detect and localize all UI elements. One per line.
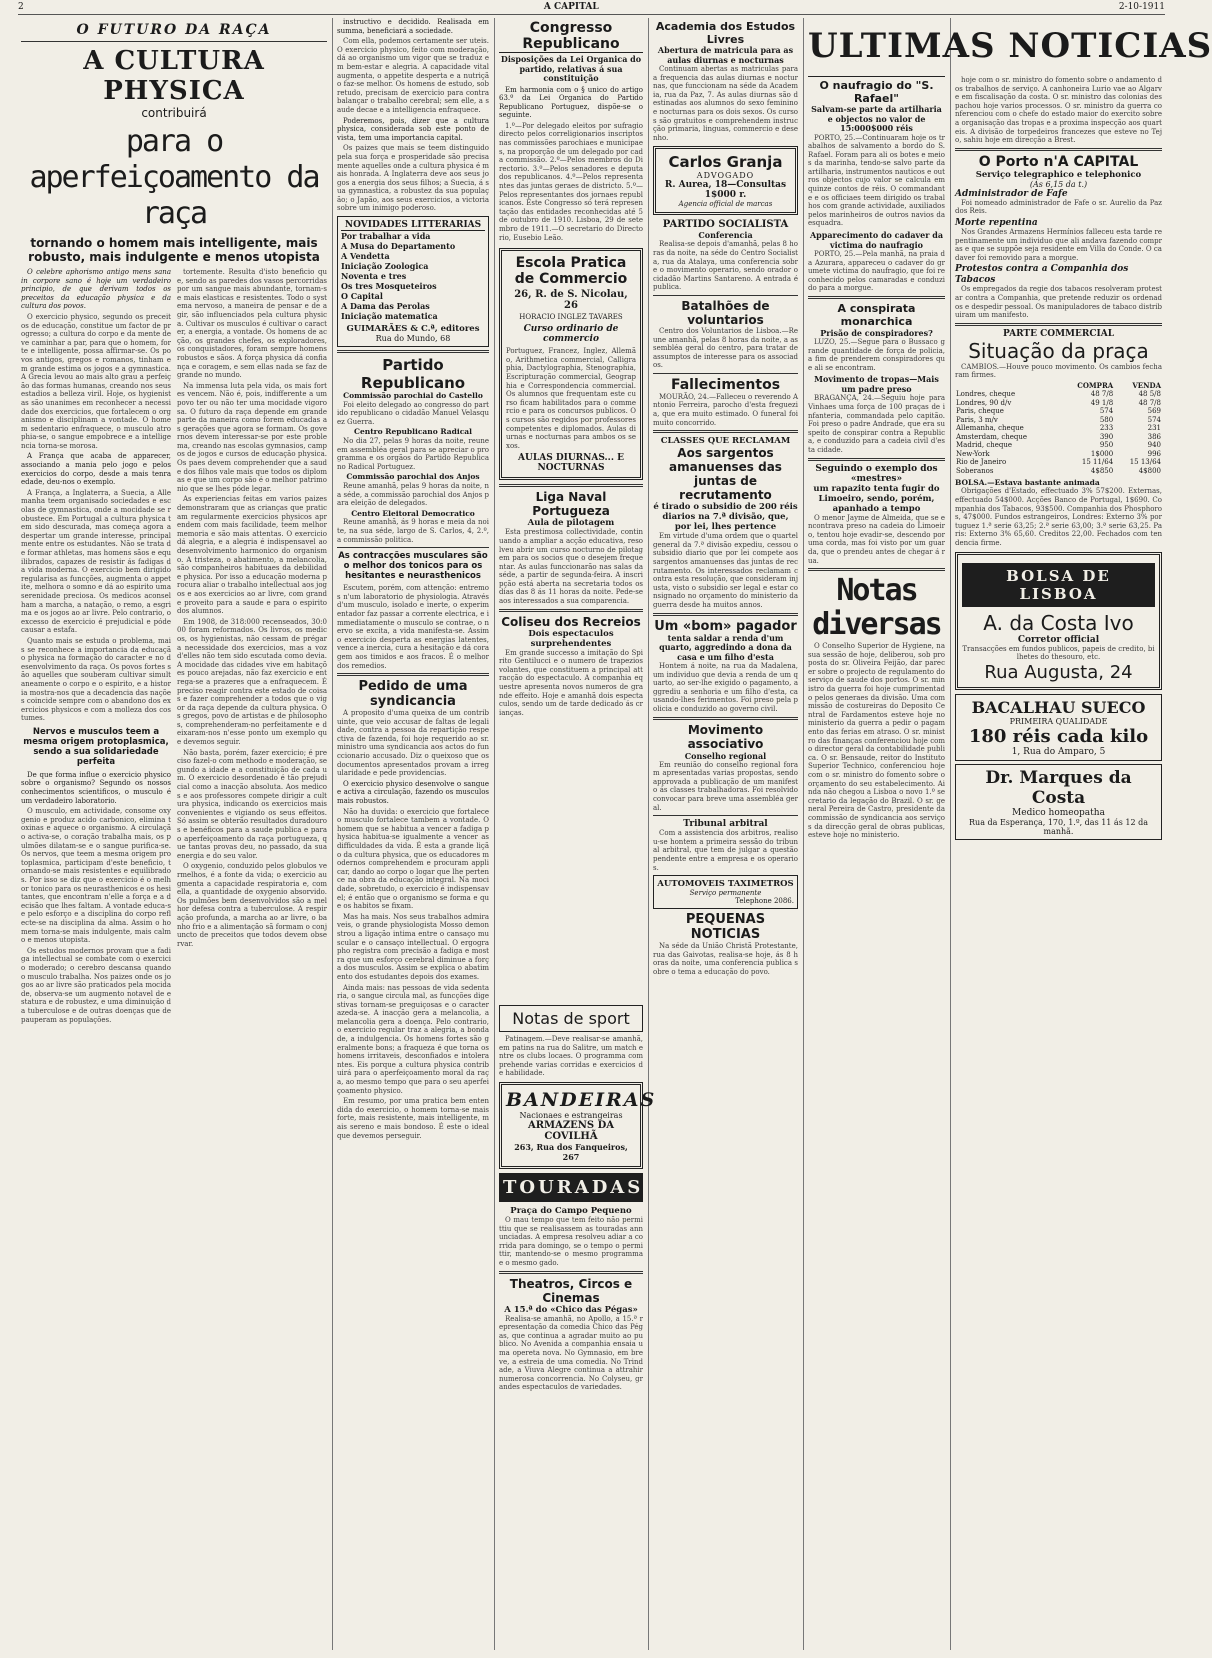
congress-title: Congresso Republicano bbox=[499, 20, 643, 53]
exchange-row bbox=[955, 424, 1162, 433]
exchange-cell: 4$850 bbox=[1090, 466, 1114, 475]
flags-store: ARMAZENS DA COVILHÃ bbox=[527, 1119, 615, 1142]
exchange-header: COMPRA bbox=[1077, 380, 1114, 390]
column-5: ULTIMAS NOTICIAS O naufragio do "S. Rafael" Salvam-se parte da artilharia e objectos no valor de 15:000$000 réis PORTO, 25.—Continuaram hoje os trabalhos de salvamento a bordo do S. Rafael. Foram para ali os botes e meios da marinha, tendo-se salvo parte da artilharia, instrumentos nauticos e outros objectos cujo valor se calcula em quinze contos de réis. O commandante e os officiaes teem dirigido os trabalhos com grande actividade, auxiliados pelos marinheiros de outros navios da esquadra. Apparecimento do cadaver da victima do naufragio PORTO, 25.—Pela manhã, na praia da Azurara, appareceu o cadaver do grumete victima do naufragio, que foi reconhecido pelos camaradas e conduzido para a morgue. A conspirata monarchica Prisão de conspiradores? LUZO, 25.—Segue para o Bussaco grande quantidade de força de policia, a fim de prenderem conspiradores que ali se encontram. Movimento de tropas—Mais um padre preso BRAGANÇA, 24.—Seguiu hoje para Vinhaes uma força de 100 praças de infanteria, commandada pelo capitão. Foi preso o padre Andrade, que era suspeito de conspirar contra a Republica, e conduzido para a cadeia civil d'esta cidade. Seguindo o exemplo dos «mestres» um rapazito tenta fugir do Limoeiro, sendo, porém, apanhado a tempo O menor Jayme de Almeida, que se encontrava preso na cadeia do Limoeiro, tentou hoje evadir-se, descendo por uma corda, mas foi visto por um guarda, que o prendeu antes de chegar á rua. Notas diversas O Conselho Superior de Hygiene, na sua sessão de hoje, deliberou, sob proposta do sr. Oliveira Feijão, dar parecer sobre o projecto de regulamento do serviço de saude dos portos. O sr. ministro da guerra foi hoje cumprimentado pelos generaes da divisão. Uma commissão de costureiras do Deposito Central de Fardamentos esteve hoje no ministerio da guerra a pedir o pagamento das ferias em atraso. O sr. ministro das finanças conferenciou hoje com o director geral da contabilidade publica. O sr. Bensaude, reitor do Instituto Superior Technico, conferenciou hoje com o sr. ministro do fomento sobre o orçamento do seu estabelecimento. Ainda não chegou a Lisboa o novo 1.º secretario da legação do Brazil. O sr. general Pereira de Castro, presidente da commissão de syndicancia aos serviços da direcção geral de obras publicas, esteve hoje no ministerio. bbox=[805, 18, 948, 1650]
column-rule bbox=[332, 18, 333, 1650]
exchange-cell: Londres, cheque bbox=[956, 390, 1016, 399]
theatres-title: Theatros, Circos e Cinemas bbox=[509, 1276, 633, 1305]
exchange-cell: 390 bbox=[1099, 432, 1114, 441]
fallecimentos-title: Fallecimentos bbox=[670, 376, 781, 393]
article-paragraph: Em harmonia com o § unico do artigo 63.º da Lei Organica do Partido Republicano Portuguez, dispõe-se o seguinte. bbox=[499, 85, 643, 120]
lawyer-address: R. Aurea, 18—Consultas 1$000 r. bbox=[664, 180, 787, 201]
flags-title: BANDEIRAS bbox=[506, 1088, 657, 1111]
masthead-strip bbox=[18, 0, 1165, 15]
liga-subhead: Aula de pilotagem bbox=[527, 518, 615, 529]
sport-box bbox=[499, 1005, 643, 1032]
morte-title: Morte repentina bbox=[955, 217, 1038, 228]
article-headline: para o aperfeiçoamento da raça bbox=[29, 124, 319, 231]
column-rule bbox=[648, 18, 649, 1650]
article-subhead: As contracções musculares são o melhor dos tonicos para os hesitantes e neurasthenicos bbox=[338, 551, 488, 582]
bacalhau-ad bbox=[955, 694, 1162, 761]
exchange-cell: 231 bbox=[1147, 424, 1161, 433]
exchange-cell: 48 7/8 bbox=[1090, 390, 1114, 399]
article-paragraph: A França que acaba de apparecer, associando a mania pelo jogo e pelos exercicios do corpo, desde a mais tenra edade, deu-nos o exemplo. bbox=[21, 452, 171, 487]
party-subhead: Centro Republicano Radical bbox=[354, 427, 472, 437]
touradas-banner bbox=[499, 1173, 643, 1202]
exchange-cell: 569 bbox=[1147, 407, 1161, 416]
exchange-row bbox=[955, 399, 1162, 408]
lawyer-role: ADVOGADO bbox=[696, 171, 755, 181]
column-rule bbox=[494, 18, 495, 1650]
ad-title: NOVIDADES LITTERARIAS bbox=[341, 220, 485, 231]
publisher: GUIMARÃES & C.ª, editores bbox=[346, 324, 480, 335]
section-title: O FUTURO DA RAÇA bbox=[76, 22, 272, 38]
article-paragraph: instructivo e decidido. Realisada em summa, beneficiará a sociedade. bbox=[337, 18, 489, 35]
bacalhau-price: 180 réis cada kilo bbox=[968, 725, 1149, 747]
bacalhau-title: BACALHAU SUECO bbox=[971, 697, 1146, 717]
exchange-header: VENDA bbox=[1132, 380, 1161, 390]
exchange-cell: Amsterdam, cheque bbox=[956, 432, 1028, 441]
article-subhead: tornando o homem mais intelligente, mais robusto, mais indulgente e menos utopista bbox=[28, 236, 320, 264]
exchange-row bbox=[955, 416, 1162, 425]
syndicancia-title: Pedido de uma syndicancia bbox=[358, 679, 468, 710]
exchange-row bbox=[955, 450, 1162, 459]
article-paragraph: Poderemos, pois, dizer que a cultura physica, considerada sob este ponto de vista, tem uma importancia capital. bbox=[337, 116, 489, 142]
party-subhead: Commissão parochial do Castello bbox=[343, 391, 483, 401]
party-title: Partido Republicano bbox=[360, 356, 466, 393]
exchange-cell: New-York bbox=[956, 449, 990, 458]
naufragio-subhead: Salvam-se parte da artilharia e objectos no valor de 15:000$000 réis bbox=[811, 104, 942, 133]
bolsa-ad: BOLSA DE LISBOA A. da Costa Ivo Corretor official Transacções em fundos publicos, papeis de credito, bilhetes do thesouro, etc. Rua Augusta, 24 bbox=[955, 552, 1162, 690]
party-subhead: Centro Eleitoral Democratico bbox=[351, 508, 475, 518]
conspirata-subhead: Prisão de conspiradores? bbox=[820, 328, 933, 338]
tropas-title: Movimento de tropas—Mais um padre preso bbox=[814, 374, 939, 394]
page-number: 2 bbox=[18, 2, 24, 12]
doctor-address: Rua da Esperança, 170, 1.º, das 11 ás 12 da manhã. bbox=[969, 817, 1148, 836]
sport-block: Notas de sport Patinagem.—Deve realisar-se amanhã, em patins na rua do Salitre, um match entre os clubs locaes. O programma comprehende varias corridas e exercicios de habilidade. BANDEIRAS Nacionaes e estrangeiras ARMAZENS DA COVILHÃ 263, Rua dos Fanqueiros, 267 TOURADAS Praça do Campo Pequeno O mau tempo que tem feito não permittiu que se realisassem as touradas annunciadas. A empresa resolveu adiar a corrida para domingo, se o tempo o permittir, mantendo-se o mesmo programma e o mesmo gado. Theatros, Circos e Cinemas A 15.ª do «Chico das Pégas» Realisa-se amanhã, no Apollo, a 15.ª representação da comedia Chico das Pégas, que continua a agradar muito ao publico. No Avenida a companhia ensaia uma opereta nova. No Gymnasio, em breve, a estreia de uma comedia. No Trindade, a Viuva Alegre continua a attrahir numerosa concorrencia. No Colyseu, grandes espectaculos de variedades. bbox=[496, 1005, 646, 1645]
porto-title: O Porto n'A CAPITAL bbox=[978, 153, 1139, 170]
column-6: hoje com o sr. ministro do fomento sobre o andamento dos trabalhos de serviço. A canhoneira Lurio vae ao Algarve em fiscalisação da costa. O sr. ministro das colonias despachou hoje varios processos. O sr. ministro da guerra conferenciou com o chefe do estado maior do exercito sobre a organisação das tropas e a proxima inspecção aos quarteis. A divisão de torpedeiros francezes que esteve no Tejo, sahiu hoje em direcção a Brest. O Porto n'A CAPITAL Serviço telegraphico e telephonico (Ás 6,15 da t.) Administrador de Fafe Foi nomeado administrador de Fafe o sr. Aurelio da Paz dos Reis. Morte repentina Nos Grandes Armazens Hermínios falleceu esta tarde repentinamente um individuo que ali andava fazendo compras e que se suppõe seja residente em Villa do Conde. O cadaver foi removido para a morgue. Protestos contra a Companhia dos Tabacos Os empregados da regie dos tabacos resolveram protestar contra a Companhia, que pretende reduzir os ordenados e despedir pessoal. Os manipuladores de tabaco distribuiram um manifesto. PARTE COMMERCIAL Situação da praça CAMBIOS.—Houve pouco movimento. Os cambios fecharam firmes. COMPRA VENDA Londres, cheque 48 7/8 48 5/8 Londres, 90 d/v 49 1/8 48 7/8 Paris, cheque 574 569 Paris, 3 m/v 580 574 Allemanha, cheque 233 231 Amsterdam, cheque 390 386 Madrid, cheque 950 940 New-York 1$000 996 Rio de Janeiro 15 11/64 15 13/64 Soberanos 4$850 4$800 BOLSA.—Estava bastante animada Obrigações d'Estado, effectuado 3% 57$200. Externas, effectuado 54$000. Acções Banco de Portugal, 1$690. Companhia dos Tabacos, 93$500. Companhia dos Phosphoros, 47$000. Fundos estrangeiros, Londres: Externo 3% portuguez 1.ª serie 63,25; 2.ª serie 63,00; 3.ª serie 63,25. Paris: Externo 3% 65,60. Creditos 22,00. Fechados com tendencia firme. BOLSA DE LISBOA A. da Costa Ivo Corretor official Transacções em fundos publicos, papeis de credito, bilhetes do thesouro, etc. Rua Augusta, 24 BACALHAU SUECO PRIMEIRA QUALIDADE 180 réis cada kilo 1, Rua do Amparo, 5 Dr. Marques da Costa Medico homeopatha Rua da Esperança, 170, 1.º, das 11 ás 12 da manhã. bbox=[952, 18, 1165, 1650]
touradas-subhead: Praça do Campo Pequeno bbox=[510, 1205, 632, 1216]
column-2: instructivo e decidido. Realisada em summa, beneficiará a sociedade. Com ella, podemos certamente ser uteis. O exercicio physico, feito com moderação, dá ao organismo um vigor que se traduz em bem-estar e alegria. A capacidade vital augmenta, o appetite desperta e a nutrição faz-se melhor. Os homens de estudo, sobretudo, precisam de exercicio para contrabalançar o trabalho cerebral; sem elle, a saude decae e a intelligencia enfraquece. Poderemos, pois, dizer que a cultura physica, considerada sob este ponto de vista, tem uma importancia capital. Os paizes que mais se teem distinguido pela sua força e prosperidade são precisamente aquelles onde a cultura physica é mais honrada. A Inglaterra deve aos seus jogos a energia dos seus filhos; a Suecia, á sua gymnastica, a robustez da sua população; o Japão, aos seus exercicios, a victoria sobre um inimigo poderoso. NOVIDADES LITTERARIAS Por trabalhar a vida A Musa do Departamento A Vendetta Iniciação Zoologica Noventa e tres Os tres Mosqueteiros O Capital A Dama das Perolas Iniciação matematica GUIMARÃES & C.ª, editores Rua do Mundo, 68 Partido Republicano Commissão parochial do Castello Foi eleito delegado ao congresso do partido republicano o cidadão Manuel Velasquez Guerra. Centro Republicano Radical No dia 27, pelas 9 horas da noite, reune em assembléa geral para se apreciar o programma e os orgãos do Partido Republicano Radical Portuguez. Commissão parochial dos Anjos Reune amanhã, pelas 9 horas da noite, na séde, a commissão parochial dos Anjos para eleição de delegados. Centro Eleitoral Democratico Reune amanhã, ás 9 horas e meia da noite, na sua séde, largo de S. Carlos, 4, 2.º, a commissão politica. As contracções musculares são o melhor dos tonicos para os hesitantes e neurasthenicos Escutem, porém, com attenção: entremos n'um laboratorio de physiologia. Através d'um musculo, isolado e inerte, o experimentador faz passar a corrente electrica, e immediatamente o musculo se contrae, o nervo se excita, a vida manifesta-se. Assim o exercicio desperta as energias latentes, vence a inercia, cura a hesitação e dá coragem aos timidos e aos fracos. É o melhor dos remedios. Pedido de uma syndicancia A proposito d'uma queixa de um contribuinte, que veio accusar de faltas de legalidade, contra a pessoa da repartição respectiva de fazenda, foi hoje requerido ao sr. ministro uma syndicancia aos actos do funccionario accusado. Diz o queixoso que os documentos apresentados provam a irregularidade e pede providencias. O exercicio physico desenvolve o sangue e activa a circulação, fazendo os musculos mais robustos. Não ha duvida: o exercicio que fortalece o musculo fortalece tambem a vontade. O homem que se habitua a vencer a fadiga physica habitua-se igualmente a vencer as difficuldades da vida. É esta a grande lição da cultura physica, que os educadores modernos comprehendem e procuram applicar, dando ao corpo o logar que lhe pertence na obra da educação integral. Na mocidade, sobretudo, o exercicio é indispensavel; é então que o organismo se forma e que os habitos se fixam. Mas ha mais. Nos seus trabalhos admiraveis, o grande physiologista Mosso demonstrou a ligação intima entre o cansaço muscular e o cansaço intellectual. O ergographo registra com precisão a fadiga e mostra que um esforço cerebral diminue a força dos musculos. Assim se explica o abatimento dos estudantes depois dos exames. Ainda mais: nas pessoas de vida sedentaria, o sangue circula mal, as funcções digestivas tornam-se preguiçosas e o caracter azeda-se. A inacção gera a melancolia, a melancolia gera a doença. Pelo contrario, o exercicio regular traz a alegria, a bondade, a indulgencia. Os homens fortes são geralmente bons; a fraqueza é que torna os homens irritaveis, desconfiados e intolerantes. Eis porque a cultura physica contribuirá para o aperfeiçoamento moral da raça, ao mesmo tempo que para o seu aperfeiçoamento physico. Em resumo, por uma pratica bem entendida do exercicio, o homem torna-se mais forte, mais resistente, mais intelligente, mais sereno e mais bondoso. É este o ideal que devemos perseguir. bbox=[337, 18, 490, 1140]
sargentos-subhead: é tirado o subsidio de 200 réis diarios na 7.ª divisão, que, por lei, lhes pertence bbox=[653, 502, 798, 533]
pagador-title: Um «bom» pagador bbox=[654, 618, 797, 634]
classes-title: CLASSES QUE RECLAMAM bbox=[660, 436, 791, 447]
exchange-cell: 950 bbox=[1099, 441, 1114, 450]
taxi-subhead: Serviço permanente bbox=[689, 889, 762, 898]
naufragio-subhead-2: Apparecimento do cadaver da victima do naufragio bbox=[809, 230, 944, 250]
porto-time: (Ás 6,15 da t.) bbox=[1029, 179, 1088, 189]
exchange-cell: Allemanha, cheque bbox=[956, 424, 1024, 433]
school-classes: AULAS DIURNAS... E NOCTURNAS bbox=[518, 453, 624, 474]
book-list bbox=[341, 231, 485, 321]
academia-subhead: Abertura de matricula para as aulas diurnas e nocturnas bbox=[657, 45, 794, 65]
touradas-title: TOURADAS bbox=[503, 1176, 644, 1198]
exchange-row bbox=[955, 441, 1162, 450]
article-kicker: contribuirá bbox=[141, 106, 207, 120]
article-paragraph: O exercicio physico desenvolve o sangue e activa a circulação, fazendo os musculos mais robustos. bbox=[337, 779, 489, 806]
school-course: Curso ordinario de commercio bbox=[523, 324, 619, 345]
exchange-cell: 4$800 bbox=[1138, 466, 1161, 475]
bolsa-ad-title: BOLSA DE LISBOA bbox=[962, 563, 1155, 607]
porto-subhead: Serviço telegraphico e telephonico bbox=[975, 169, 1142, 180]
issue-date: 2-10-1911 bbox=[1118, 2, 1165, 12]
school-title: Escola Pratica de Commercio bbox=[514, 255, 628, 288]
exchange-cell: 574 bbox=[1147, 415, 1161, 424]
tribunal-title: Tribunal arbitral bbox=[683, 819, 768, 830]
doctor-role: Medico homeopatha bbox=[1012, 807, 1105, 818]
exchange-row bbox=[955, 433, 1162, 442]
bolsa-ad-role: Corretor official bbox=[1017, 634, 1100, 645]
article-paragraph: De que forma influe o exercicio physico sobre o organismo? Segundo os nossos conhecimentos scientificos, o musculo é um verdadeiro laboratorio. bbox=[21, 770, 171, 805]
pagador-subhead: tenta saldar a renda d'um quarto, aggredindo a dona da casa e um filho d'esta bbox=[659, 632, 792, 662]
coliseu-title: Coliseu dos Recreios bbox=[501, 614, 641, 629]
book-title: Por trabalhar a vida bbox=[341, 231, 431, 242]
congress-subhead: Disposições da Lei Organica do partido, relativas á sua constituição bbox=[500, 54, 642, 83]
article-title: A CULTURA PHYSICA bbox=[83, 46, 265, 106]
exchange-row bbox=[955, 390, 1162, 399]
party-subhead: Commissão parochial dos Anjos bbox=[346, 472, 480, 482]
book-title: A Musa do Departamento bbox=[341, 241, 456, 252]
ps-subhead: Conferencia bbox=[698, 230, 753, 241]
doctor-name: Dr. Marques da Costa bbox=[985, 767, 1132, 808]
exchange-cell: Paris, 3 m/v bbox=[956, 415, 998, 424]
exchange-cell: 15 11/64 bbox=[1081, 458, 1114, 467]
conspirata-title: A conspirata monarchica bbox=[837, 302, 916, 328]
lawyer-name: Carlos Granja bbox=[668, 153, 783, 172]
column-rule bbox=[950, 18, 951, 1650]
exchange-cell: Rio de Janeiro bbox=[956, 458, 1007, 467]
fafe-title: Administrador de Fafe bbox=[955, 188, 1068, 199]
exemplo-subhead: um rapazito tenta fugir do Limoeiro, sendo, porém, apanhado a tempo bbox=[813, 483, 940, 514]
naufragio-title: O naufragio do "S. Rafael" bbox=[808, 76, 945, 105]
bolsa-ad-address: Rua Augusta, 24 bbox=[984, 661, 1133, 683]
school-address: 26, R. de S. Nicolau, 26 bbox=[514, 289, 628, 312]
exchange-cell: Madrid, cheque bbox=[956, 441, 1013, 450]
exemplo-title: Seguindo o exemplo dos «mestres» bbox=[815, 463, 938, 484]
exchange-cell: 1$000 bbox=[1090, 449, 1114, 458]
exchange-cell: 996 bbox=[1147, 449, 1161, 458]
academia-title: Academia dos Estudos Livres bbox=[655, 20, 796, 46]
paper-name: A CAPITAL bbox=[543, 2, 599, 12]
exchange-row bbox=[955, 407, 1162, 416]
exchange-cell: 574 bbox=[1099, 407, 1114, 416]
bolsa-ad-name: A. da Costa Ivo bbox=[983, 610, 1134, 635]
bacalhau-subhead: PRIMEIRA QUALIDADE bbox=[1009, 716, 1108, 726]
protestos-title: Protestos contra a Companhia dos Tabacos bbox=[955, 264, 1129, 285]
praca-title: Situação da praça bbox=[968, 338, 1149, 363]
exchange-cell: 940 bbox=[1147, 441, 1161, 450]
theatres-subhead: A 15.ª do «Chico das Pégas» bbox=[504, 1304, 638, 1315]
article-subhead: Nervos e musculos teem a mesma origem protoplasmica, sendo a sua solidariedade perfeita bbox=[23, 726, 169, 767]
ultimas-banner: ULTIMAS NOTICIAS bbox=[808, 26, 1212, 66]
associativo-subhead: Conselho regional bbox=[684, 750, 767, 761]
lawyer-note: Agencia official de marcas bbox=[678, 200, 773, 209]
lawyer-ad bbox=[653, 146, 798, 215]
book-title: Os tres Mosqueteiros bbox=[341, 281, 437, 292]
sport-title: Notas de sport bbox=[512, 1009, 630, 1028]
bacalhau-address: 1, Rua do Amparo, 5 bbox=[1011, 746, 1106, 757]
taxi-ad bbox=[653, 875, 798, 909]
pequenas-title: PEQUENAS NOTICIAS bbox=[685, 912, 766, 943]
school-ad: Escola Pratica de Commercio 26, R. de S. Nicolau, 26 HORACIO INGLEZ TAVARES Curso ordinario de commercio Portuguez, Francez, Inglez, Allemão, Arithmetica commercial, Calligraphia, Dactylographia, Stenographia, Escripturação commercial, Geographia e Correspondencia commercial. Os alumnos que frequentam este curso ficam habilitados para o commercio e para os concursos publicos. Os cursos são regidos por professores competentes e diplomados. Aulas diurnas e nocturnas para ambos os sexos. AULAS DIURNAS... E NOCTURNAS bbox=[499, 248, 643, 480]
book-title: Iniciação Zoologica bbox=[341, 261, 429, 272]
column-1: O FUTURO DA RAÇA A CULTURA PHYSICA contribuirá para o aperfeiçoamento da raça tornando o homem mais intelligente, mais robusto, mais indulgente e menos utopista O celebre aphorismo antigo mens sana in corpore sano é hoje um verdadeiro principio, de que derivam todos os preceitos da educação physica e da cultura dos povos. O exercicio physico, segundo os preceitos de educação, constitue um factor de progresso; a cultura do corpo e da mente deve caminhar a par, para que o homem, forte e intelligente, possa affirmar-se. Os povos antigos, gregos e romanos, tinham em grande estima os jogos e a gymnastica. A Grecia levou ao mais alto grau a perfeição das formas humanas, creando nos seus estadios a belleza viril. Hoje, os hygienistas são unanimes em reconhecer a necessidade dos exercicios, que fortalecem o organismo e disciplinam a vontade. O homem sedentario enfraquece, o musculo atrophia-se, o sangue empobrece e a intelligencia torna-se morosa. A França que acaba de apparecer, associando a mania pelo jogo e pelos exercicios do corpo, desde a mais tenra edade, deu-nos o exemplo. A França, a Inglaterra, a Suecia, a Allemanha teem organisado sociedades e escolas de gymnastica, onde a mocidade se robustece. Em Portugal a cultura physica tem sido descurada, mas começa agora a despertar um grande interesse, principalmente entre os estudantes. Não se trata de formar athletas, mas homens sãos e equilibrados, capazes de resistir ás fadigas da vida moderna. O exercicio bem dirigido regularisa as funcções, augmenta o appetite, melhora o somno e dá ao espirito uma serenidade preciosa. Os medicos aconselham a marcha, a natação, o remo, a esgrima e os jogos ao ar livre. Pelo contrario, o excesso de exercicio é prejudicial e póde causar a estafa. Quanto mais se estuda o problema, mais se reconhece a importancia da educação physica na formação do caracter e no desenvolvimento da raça. Os povos fortes são aquelles que souberam cultivar simultaneamente o corpo e o espirito, e a historia mostra-nos que a decadencia das nações coincide sempre com o abandono dos exercicios physicos e com a molleza dos costumes. Nervos e musculos teem a mesma origem protoplasmica, sendo a sua solidariedade perfeita De que forma influe o exercicio physico sobre o organismo? Segundo os nossos conhecimentos scientificos, o musculo é um verdadeiro laboratorio. O musculo, em actividade, consome oxygenio e produz acido carbonico, elimina toxinas e aquece o organismo. A circulação activa-se, o coração trabalha mais, os pulmões dilatam-se e o sangue purifica-se. Os nervos, que teem a mesma origem protoplasmica, participam d'este beneficio, tornando-se mais resistentes e equilibrados. Por isso se diz que o exercicio é o melhor tonico para os neurasthenicos e os hesitantes, que encontram n'elle a força e a decisão que lhes faltam. A vontade educa-se pelo esforço e a disciplina do corpo reflecte-se na disciplina da alma. Assim o homem torna-se mais indulgente, mais calmo e menos utopista. Os estudos modernos provam que a fadiga intellectual se combate com o exercicio moderado; o cerebro descansa quando o musculo trabalha. Nos paizes onde os jogos ao ar livre são praticados pela mocidade, observa-se um augmento notavel de estatura e de robustez, e uma diminuição da tuberculose e de outras doenças que depauperam as populações. tortemente. Resulta d'isto beneficio que, sendo as paredes dos vasos percorridas por um sangue mais abundante, tornam-se mais elasticas e resistentes. Todo o systema nervoso, a maneira de pensar e de agir, são influenciados pela cultura physica. Cultivar os musculos é cultivar o caracter, a energia, a vontade. Os homens de acção, os grandes chefes, os exploradores, os conquistadores, foram sempre homens robustos e sãos. A força physica dá confiança e coragem, e sem ellas nada se faz de grande no mundo. Na immensa luta pela vida, os mais fortes vencem. Não é, pois, indifferente a um povo ter ou não ter uma mocidade vigorosa. O futuro da raça depende em grande parte da maneira como forem educadas as gerações que agora se formam. Os governos devem interessar-se por este problema, creando nas escolas gymnasios, campos de jogos e cursos de educação physica. Os paes devem comprehender que a saude dos filhos vale mais que todos os diplomas e que um corpo são é o melhor patrimonio que se lhes póde legar. As experiencias feitas em varios paizes demonstraram que as crianças que praticam regularmente exercicios physicos aprendem com mais facilidade, teem melhor memoria e são mais attentas. O exercicio dá alegria, e a alegria é indispensavel ao desenvolvimento harmonico do organismo. A tristeza, o abatimento, a melancolia, são companheiros habituaes da debilidade physica. Por isso a educação moderna procura aliar o trabalho intellectual aos jogos e aos exercicios ao ar livre, com grande proveito para a saude e para o espirito dos alumnos. Em 1908, de 318:000 recenseados, 30:000 foram reformados. Os livros, os medicos, os hygienistas, não cessam de prégar a necessidade dos exercicios, mas a voz d'elles não tem sido escutada como devia. A mocidade das cidades vive em habitações pouco arejadas, não faz exercicio e entrega-se a prazeres que a enfraquecem. É preciso reagir contra este estado de coisas e fazer comprehender a todos que o vigor da raça depende da cultura physica. Os gregos, povo de artistas e de philosophos, comprehenderam-no perfeitamente e deixaram-nos n'esse ponto um exemplo que devemos seguir. Não basta, porém, fazer exercicio; é preciso fazel-o com methodo e moderação, segundo a idade e a constituição de cada um. O exercicio desordenado é tão prejudicial como a inacção absoluta. Aos medicos e aos professores compete dirigir a cultura physica, indicando os exercicios mais convenientes e vigiando os seus effeitos. Só assim se obterão resultados duradouros e benéficos para a saude publica e para o aperfeiçoamento da raça portugueza, que tantas provas deu, no passado, da sua energia e do seu valor. O oxygenio, conduzido pelos globulos vermelhos, é a fonte da vida; o exercicio augmenta a capacidade respiratoria e, com ella, a quantidade de oxygenio absorvido. Os pulmões bem desenvolvidos são a melhor defesa contra a tuberculose. A respiração profunda, a marcha ao ar livre, o banho frio e a alimentação sã formam o conjuncto de preceitos que todos devem observar. bbox=[21, 22, 328, 1024]
doctor-ad bbox=[955, 764, 1162, 840]
exchange-cell: 386 bbox=[1147, 432, 1161, 441]
associativo-title: Movimento associativo bbox=[687, 722, 764, 751]
exchange-table bbox=[955, 382, 1162, 476]
school-director: HORACIO INGLEZ TAVARES bbox=[519, 313, 623, 322]
exchange-cell: 48 7/8 bbox=[1138, 398, 1161, 407]
taxi-title: AUTOMOVEIS TAXIMETROS bbox=[657, 879, 794, 890]
exchange-cell: 233 bbox=[1099, 424, 1114, 433]
literary-ad bbox=[337, 216, 489, 347]
sargentos-title: Aos sargentos amanuenses das juntas de recrutamento bbox=[669, 446, 782, 503]
exchange-cell: 580 bbox=[1099, 415, 1114, 424]
voluntarios-title: Batalhões de voluntarios bbox=[681, 298, 770, 327]
book-title: O Capital bbox=[341, 291, 383, 302]
exchange-cell: 48 5/8 bbox=[1138, 390, 1161, 399]
notas-title: Notas diversas bbox=[812, 573, 941, 643]
exchange-cell: 15 13/64 bbox=[1129, 458, 1161, 467]
exchange-cell: Paris, cheque bbox=[956, 407, 1004, 416]
taxi-phone: Telephone 2086. bbox=[735, 897, 794, 906]
bolsa-header: BOLSA.—Estava bastante animada bbox=[955, 478, 1100, 488]
liga-title: Liga Naval Portugueza bbox=[532, 490, 610, 519]
ps-title: PARTIDO SOCIALISTA bbox=[662, 219, 789, 231]
column-rule bbox=[803, 18, 804, 1650]
exchange-row bbox=[955, 467, 1162, 476]
book-title: Iniciação matematica bbox=[341, 311, 438, 322]
publisher-address: Rua do Mundo, 68 bbox=[375, 334, 451, 344]
article-paragraph: O celebre aphorismo antigo mens sana in corpore sano é hoje um verdadeiro principio, de que derivam todos os preceitos da educação physica e da cultura dos povos. bbox=[21, 268, 171, 311]
exchange-cell: 49 1/8 bbox=[1090, 398, 1114, 407]
column-4: Academia dos Estudos Livres Abertura de matricula para as aulas diurnas e nocturnas Continuam abertas as matriculas para a frequencia das aulas diurnas e nocturnas, que funccionam na séde da Academia, rua da Paz, 7. As aulas diurnas são destinadas aos alumnos do sexo feminino e nocturnas para os dois sexos. Os cursos são gratuitos e comprehendem instrucção primaria, linguas, commercio e desenho. Carlos Granja ADVOGADO R. Aurea, 18—Consultas 1$000 r. Agencia official de marcas PARTIDO SOCIALISTA Conferencia Realisa-se depois d'amanhã, pelas 8 horas da noite, na séde do Centro Socialista, rua da Atalaya, uma conferencia sobre o movimento operario, sendo orador o cidadão Martins Santareno. A entrada é publica. Batalhões de voluntarios Centro dos Voluntarios de Lisboa.—Reune amanhã, pelas 8 horas da noite, a assembléa geral do centro, para tratar de assumptos de interesse para os associados. Fallecimentos MOURÃO, 24.—Falleceu o reverendo Antonio Ferreira, parocho d'esta freguezia, que era muito estimado. O funeral foi muito concorrido. CLASSES QUE RECLAMAM Aos sargentos amanuenses das juntas de recrutamento é tirado o subsidio de 200 réis diarios na 7.ª divisão, que, por lei, lhes pertence Em virtude d'uma ordem que o quartel general da 7.ª divisão expediu, cessou o subsidio diario que por lei compete aos sargentos amanuenses das juntas de recrutamento. Os interessados reclamam contra esta resolução, que consideram injusta, visto o subsidio ser legal e estar consignado no orçamento do ministerio da guerra desde ha muitos annos. Um «bom» pagador tenta saldar a renda d'um quarto, aggredindo a dona da casa e um filho d'esta Hontem á noite, na rua da Madalena, um individuo que devia a renda de um quarto, ao ser-lhe exigido o pagamento, aggrediu a senhoria e um filho d'esta, causando-lhes ferimentos. Foi preso pela policia e conduzido ao governo civil. Movimento associativo Conselho regional Em reunião do conselho regional foram apresentadas varias propostas, sendo approvada a publicação de um manifesto ás classes trabalhadoras. Foi resolvido convocar para breve uma assembléa geral. Tribunal arbitral Com a assistencia dos arbitros, realisou-se hontem a primeira sessão do tribunal arbitral, que tem de julgar a questão pendente entre a empresa e os operarios. AUTOMOVEIS TAXIMETROS Serviço permanente Telephone 2086. PEQUENAS NOTICIAS Na séde da União Christã Protestante, rua das Gaivotas, realisa-se hoje, ás 8 horas da noite, uma conferencia publica sobre o tema a educação do povo. bbox=[653, 20, 799, 976]
book-title: A Dama das Perolas bbox=[341, 301, 430, 312]
exchange-cell: Londres, 90 d/v bbox=[956, 398, 1012, 407]
column-3: Congresso Republicano Disposições da Lei Organica do partido, relativas á sua constituição Em harmonia com o § unico do artigo 63.º da Lei Organica do Partido Republicano Portuguez, dispõe-se o seguinte. 1.º—Por delegado eleitos por sufragio directo pelos correligionarios inscriptos nas commissões parochiaes e municipaes, na proporção de um delegado por cada commissão. 2.º—Pelos membros do Directorio. 3.º—Pelos senadores e deputados republicanos. 4.º—Pelos representantes das juntas geraes de districto. 5.º—Pelos representantes dos jornaes republicanos. Este Congresso só terá representação das entidades reconhecidas até 5 de outubro de 1910. Lisboa, 29 de setembro de 1911.—O secretario do Directorio, Eusebio Leão. Escola Pratica de Commercio 26, R. de S. Nicolau, 26 HORACIO INGLEZ TAVARES Curso ordinario de commercio Portuguez, Francez, Inglez, Allemão, Arithmetica commercial, Calligraphia, Dactylographia, Stenographia, Escripturação commercial, Geographia e Correspondencia commercial. Os alumnos que frequentam este curso ficam habilitados para o commercio e para os concursos publicos. Os cursos são regidos por professores competentes e diplomados. Aulas diurnas e nocturnas para ambos os sexos. AULAS DIURNAS... E NOCTURNAS Liga Naval Portugueza Aula de pilotagem Esta prestimosa collectividade, continuando a ampliar a acção educativa, resolveu abrir um curso nocturno de pilotagem para os socios que o desejem frequentar. As aulas funccionarão nas salas da séde, a partir de segunda-feira. A inscripção está aberta na secretaria todos os dias das 8 ás 11 horas da noite. Pede-se aos interessados a sua comparencia. Coliseu dos Recreios Dois espectaculos surprehendentes Em grande successo a imitação do Spirito Gentilucci e o numero de trapezios volantes, que constituem a principal attracção do espectaculo. A companhia equestre apresenta novos numeros de grande effeito. Hoje e amanhã dois espectaculos, sendo um de tarde dedicado ás crianças. bbox=[499, 20, 643, 717]
coliseu-subhead: Dois espectaculos surprehendentes bbox=[528, 628, 614, 649]
exchange-row bbox=[955, 458, 1162, 467]
flags-ad bbox=[499, 1082, 657, 1169]
commercial-title: PARTE COMMERCIAL bbox=[1002, 328, 1115, 339]
exchange-header bbox=[955, 382, 1060, 391]
book-title: Noventa e tres bbox=[341, 271, 407, 282]
flags-subhead: Nacionaes e estrangeiras bbox=[519, 1110, 623, 1120]
exchange-cell: Soberanos bbox=[956, 466, 994, 475]
flags-address: 263, Rua dos Fanqueiros, 267 bbox=[514, 1141, 628, 1162]
book-title: A Vendetta bbox=[341, 251, 390, 262]
